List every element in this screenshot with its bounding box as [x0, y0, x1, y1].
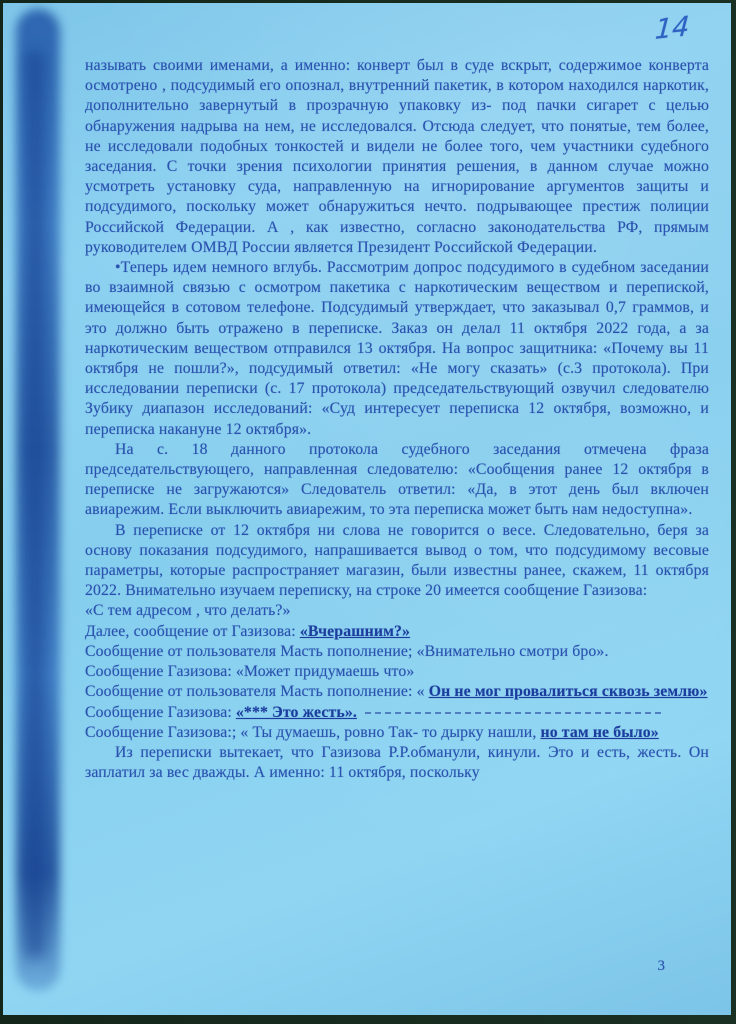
- message-line-7: [85, 723, 709, 743]
- message-prefix: Сообщение от пользователя Масть пополнение: «: [85, 683, 429, 701]
- paragraph-2: •Теперь идем немного вглубь. Рассмотрим допрос подсудимого в судебном заседании во взаимной связью с осмотром пакетика с наркотическим веществом и перепиской, имеющейся в сотовом телефоне. Подсудимый утверждает, что заказывал 0,7 граммов, и это должно быть отражено в переписке. Заказ он делал 11 октября 2022 года, а за наркотическим веществом отправился 13 октября. На вопрос защитника: «Почему вы 11 октября не пошли?», подсудимый ответил: «Не могу сказать» (с.3 протокола). При исследовании переписки (с. 17 протокола) председательствующий озвучил следователю Зубику диапазон исследований: «Суд интересует переписка 12 октября, возможно, и переписка накануне 12 октября».: [85, 259, 709, 438]
- paragraph-4: В переписке от 12 октября ни слова не говорится о весе. Следовательно, беря за основу показания подсудимого, напрашивается вывод о том, что подсудимому весовые параметры, которые распространяет магазин, были известны ранее, скажем, 11 октября 2022. Внимательно изучаем переписку, на строке 20 имеется сообщение Газизова:: [85, 521, 709, 600]
- message-text: Сообщение Газизова: «Может придумаешь что»: [85, 663, 415, 681]
- message-prefix: Сообщение Газизова:; « Ты думаешь, ровно Так- то дырку нашли,: [85, 723, 541, 741]
- document-text: [85, 56, 709, 783]
- document-page: [3, 3, 731, 1015]
- message-line-6: [85, 703, 709, 723]
- handwritten-page-number: 14: [653, 11, 691, 46]
- message-line-2: [85, 622, 709, 642]
- message-text: «С тем адресом , что делать?»: [85, 602, 291, 620]
- message-emphasis: Он не мог провалиться сквозь землю»: [428, 683, 708, 701]
- paragraph-3: На с. 18 данного протокола судебного заседания отмечена фраза председательствующего, направленная следователю: «Сообщения ранее 12 октября в переписке не загружаются» Следователь ответил: «Да, в этот день был включен авиарежим. Если выключить авиарежим, то эта переписка может быть нам недоступна».: [85, 440, 709, 519]
- paragraph-1: называть своими именами, а именно: конверт был в суде вскрыт, содержимое конверта осмотрено , подсудимый его опознал, внутренний пакетик, в котором находился наркотик, дополнительно завернутый в прозрачную упаковку из- под пачки сигарет с целью обнаружения надрыва на нем, не исследовался. Отсюда следует, что понятые, тем более, не исследовали подобных тонкостей и видели не более того, чем участники судебного заседания. С точки зрения психологии принятия решения, в данном случае можно усмотреть установку суда, направленную на игнорирование аргументов защиты и подсудимого, поскольку может обнаружиться нечто. подрывающее престиж полиции Российской Федерации. А , как известно, согласно законодательства РФ, прямым руководителем ОМВД России является Президент Российской Федерации.: [85, 57, 709, 256]
- message-line-5: [85, 682, 709, 702]
- message-line-3: [85, 642, 709, 662]
- message-line-1: [85, 601, 709, 621]
- message-line-4: [85, 662, 709, 682]
- ink-smudge-core: [25, 49, 45, 959]
- message-emphasis: «Вчерашним?»: [299, 622, 411, 640]
- dashed-redaction-line: [365, 703, 661, 714]
- message-prefix: Сообщение Газизова:: [85, 703, 236, 721]
- paragraph-5: Из переписки вытекает, что Газизова Р.Р.обманули, кинули. Это и есть, жесть. Он заплатил за вес дважды. А именно: 11 октября, поскольку: [85, 743, 709, 782]
- message-emphasis: «*** Это жесть».: [235, 703, 357, 721]
- message-emphasis: но там не было»: [540, 723, 659, 741]
- message-text: Сообщение от пользователя Масть пополнение; «Внимательно смотри бро».: [85, 642, 609, 660]
- printed-page-number: 3: [657, 958, 665, 974]
- message-prefix: Далее, сообщение от Газизова:: [85, 622, 300, 640]
